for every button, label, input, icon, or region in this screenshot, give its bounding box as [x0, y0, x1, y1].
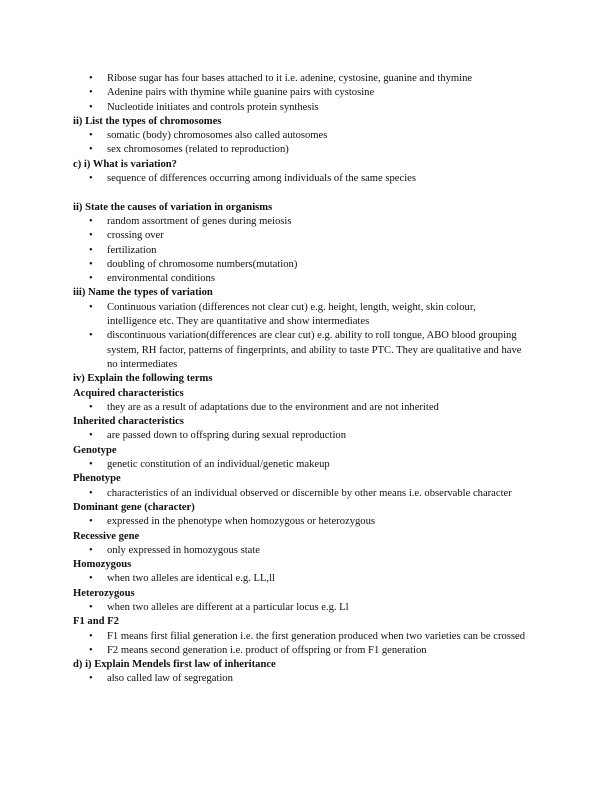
bullet-list [73, 515, 533, 529]
bullet-list [73, 487, 533, 501]
list-item-text: somatic (body) chromosomes also called autosomes [107, 130, 328, 142]
list-item-text: are passed down to offspring during sexual reproduction [107, 430, 346, 442]
section [73, 472, 533, 501]
list-item-text: Nucleotide initiates and controls protein synthesis [107, 101, 319, 113]
section [73, 115, 533, 158]
list-item-text: sequence of differences occurring among individuals of the same species [107, 173, 416, 185]
list-item-text: when two alleles are different at a particular locus e.g. Ll [107, 601, 349, 613]
list-item [73, 258, 527, 272]
list-item [73, 644, 527, 658]
list-item [73, 458, 527, 472]
list-item [73, 401, 527, 415]
list-item-text: genetic constitution of an individual/genetic makeup [107, 459, 330, 471]
list-item [73, 215, 527, 229]
section-heading: iv) Explain the following terms [73, 373, 213, 385]
list-item [73, 672, 527, 686]
list-item [73, 572, 527, 586]
list-item [73, 143, 527, 157]
section-heading: iii) Name the types of variation [73, 287, 213, 299]
list-item [73, 544, 527, 558]
bullet-icon: • [89, 173, 93, 185]
list-item [73, 487, 527, 501]
section-heading: ii) State the causes of variation in organisms [73, 201, 273, 213]
section [73, 501, 533, 530]
list-item-text: doubling of chromosome numbers(mutation) [107, 258, 298, 270]
list-item [73, 72, 527, 86]
bullet-icon: • [89, 215, 93, 227]
section-heading: Heterozygous [73, 587, 135, 599]
bullet-icon: • [89, 459, 93, 471]
list-item-text: random assortment of genes during meiosis [107, 215, 292, 227]
section [73, 615, 533, 658]
list-item [73, 301, 527, 330]
section-heading: Phenotype [73, 473, 121, 485]
bullet-list [73, 458, 533, 472]
list-item-text: they are as a result of adaptations due to the environment and are not inherited [107, 401, 439, 413]
section-heading: Recessive gene [73, 530, 140, 542]
bullet-icon: • [89, 301, 93, 313]
bullet-icon: • [89, 101, 93, 113]
bullet-list [73, 72, 533, 115]
bullet-icon: • [89, 87, 93, 99]
bullet-icon: • [89, 130, 93, 142]
bullet-icon: • [89, 544, 93, 556]
section [73, 201, 533, 287]
section [73, 415, 533, 444]
bullet-list [73, 429, 533, 443]
list-item-text: when two alleles are identical e.g. LL,ll [107, 573, 275, 585]
list-item [73, 101, 527, 115]
section-heading: Acquired characteristics [73, 387, 184, 399]
section-heading: Genotype [73, 444, 117, 456]
list-item-text: Ribose sugar has four bases attached to it i.e. adenine, cystosine, guanine and thymine [107, 73, 473, 84]
bullet-icon: • [89, 430, 93, 442]
bullet-icon: • [89, 601, 93, 613]
bullet-icon: • [89, 516, 93, 528]
bullet-icon: • [89, 573, 93, 585]
bullet-icon: • [89, 230, 93, 242]
section [73, 158, 533, 201]
list-item-text: F2 means second generation i.e. product of offspring or from F1 generation [107, 644, 427, 656]
bullet-icon: • [89, 244, 93, 256]
list-item [73, 172, 527, 186]
bullet-icon: • [89, 644, 93, 656]
section-heading: c) i) What is variation? [73, 158, 177, 170]
section-heading: Homozygous [73, 559, 132, 571]
list-item-text: discontinuous variation(differences are clear cut) e.g. ability to roll tongue, ABO blood grouping system, RH factor, patterns of fingerprints, and ability to taste PTC. They are qualitative and have no intermediates [107, 330, 522, 370]
section [73, 444, 533, 473]
list-item-text: environmental conditions [107, 273, 215, 285]
section [73, 587, 533, 616]
list-item [73, 329, 527, 372]
section-heading: F1 and F2 [73, 616, 119, 628]
section [73, 658, 533, 687]
section [73, 72, 533, 115]
list-item-text: also called law of segregation [107, 673, 233, 685]
section-heading: Inherited characteristics [73, 416, 184, 428]
bullet-icon: • [89, 487, 93, 499]
section [73, 558, 533, 587]
list-item-text: Adenine pairs with thymine while guanine pairs with cystosine [107, 87, 375, 99]
list-item [73, 429, 527, 443]
list-item [73, 86, 527, 100]
bullet-icon: • [89, 273, 93, 285]
list-item-text: crossing over [107, 230, 164, 242]
section-heading: ii) List the types of chromosomes [73, 115, 222, 127]
bullet-list [73, 672, 533, 686]
bullet-list [73, 544, 533, 558]
list-item [73, 229, 527, 243]
list-item-text: expressed in the phenotype when homozygous or heterozygous [107, 516, 376, 528]
list-item [73, 272, 527, 286]
bullet-list [73, 215, 533, 286]
bullet-list [73, 172, 533, 186]
bullet-list [73, 129, 533, 158]
list-item-text: F1 means first filial generation i.e. the first generation produced when two varieties can be crossed [107, 630, 526, 642]
list-item-text: Continuous variation (differences not clear cut) e.g. height, length, weight, skin colour, intelligence etc. They are quantitative and show intermediates [107, 301, 476, 328]
list-item [73, 129, 527, 143]
section [73, 372, 533, 386]
blank-line [73, 186, 533, 200]
bullet-list [73, 572, 533, 586]
list-item [73, 244, 527, 258]
bullet-icon: • [89, 144, 93, 156]
list-item [73, 630, 527, 644]
list-item [73, 515, 527, 529]
section-heading: d) i) Explain Mendels first law of inheritance [73, 659, 276, 671]
bullet-icon: • [89, 330, 93, 342]
bullet-list [73, 301, 533, 372]
bullet-icon: • [89, 73, 93, 84]
document-page [73, 72, 533, 687]
bullet-list [73, 601, 533, 615]
bullet-icon: • [89, 630, 93, 642]
bullet-list [73, 401, 533, 415]
list-item-text: fertilization [107, 244, 157, 256]
list-item-text: sex chromosomes (related to reproduction) [107, 144, 289, 156]
list-item-text: characteristics of an individual observed or discernible by other means i.e. observable character [107, 487, 512, 499]
bullet-icon: • [89, 258, 93, 270]
section-heading: Dominant gene (character) [73, 501, 195, 513]
bullet-icon: • [89, 401, 93, 413]
bullet-list [73, 630, 533, 659]
section [73, 530, 533, 559]
list-item-text: only expressed in homozygous state [107, 544, 260, 556]
section [73, 387, 533, 416]
bullet-icon: • [89, 673, 93, 685]
list-item [73, 601, 527, 615]
section [73, 286, 533, 372]
